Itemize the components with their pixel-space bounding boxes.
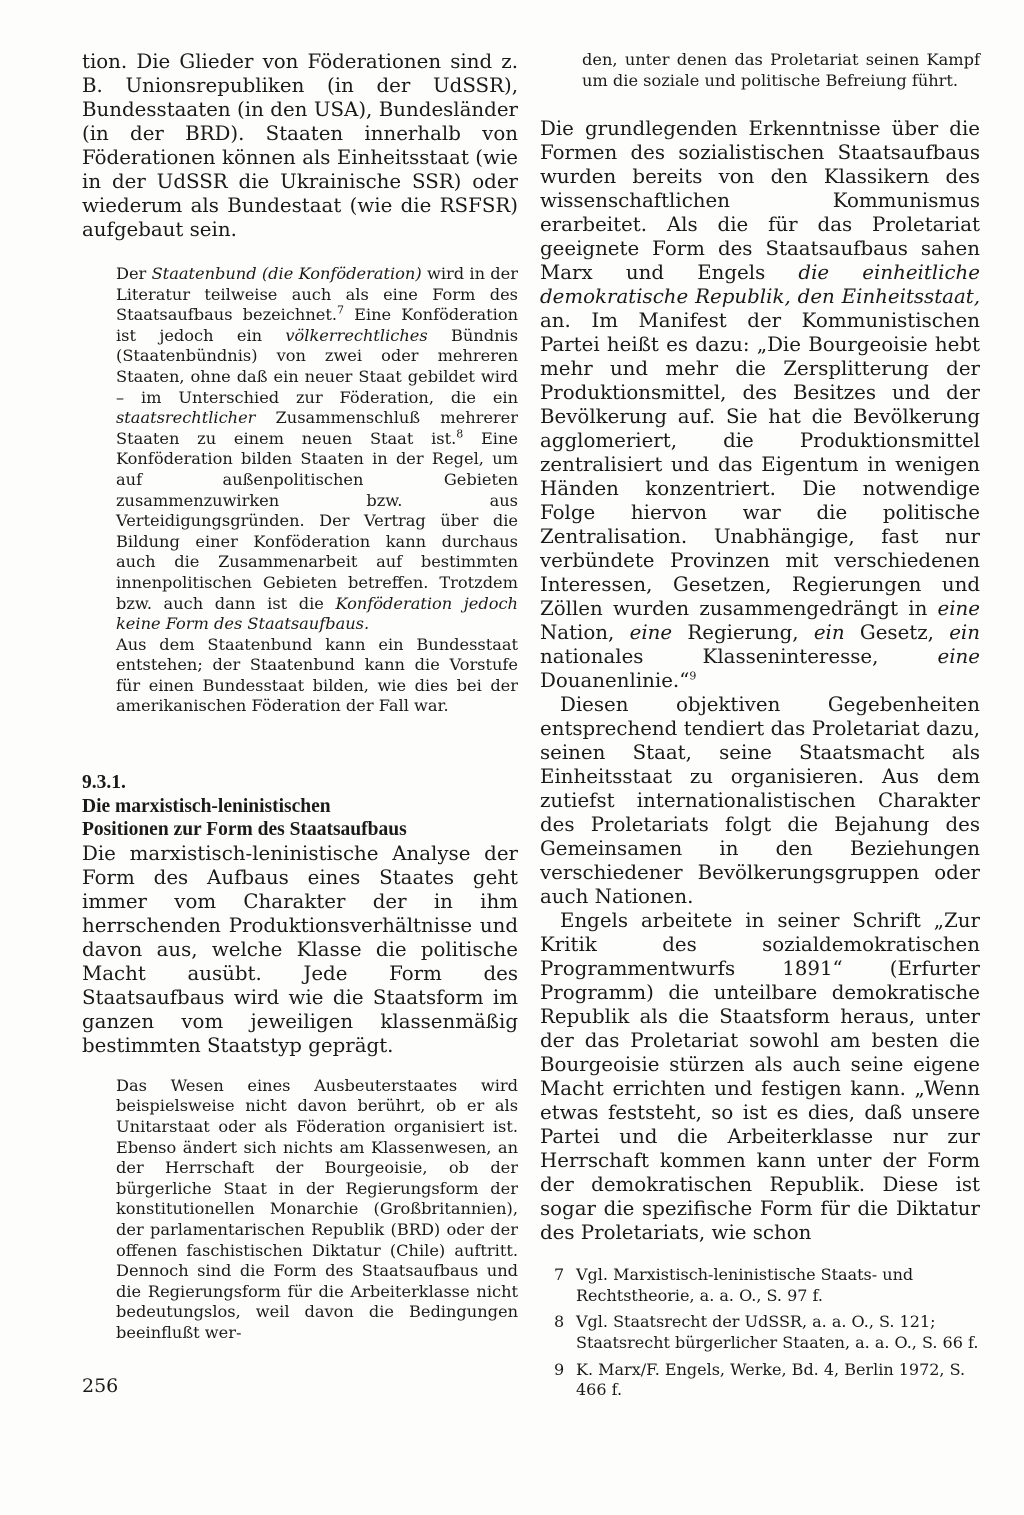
italic-term: staatsrechtlicher	[116, 408, 256, 428]
page-number: 256	[82, 1375, 119, 1397]
text-run: Gesetz,	[844, 621, 950, 645]
section-number: 9.3.1.	[82, 772, 126, 794]
footnote	[540, 1312, 980, 1353]
italic-term: Konföderation jedoch keine Form des Staatsaufbaus.	[116, 593, 518, 634]
italic-term: Staatenbund (die Konföderation)	[151, 264, 422, 283]
footnote	[540, 1265, 980, 1306]
small-print-block	[82, 264, 518, 717]
footnote-number: 7	[554, 1265, 565, 1285]
body-paragraph	[540, 117, 980, 693]
body-paragraph: Diesen objektiven Gegebenheiten entsprechend tendiert das Proletariat dazu, seinen Staat, seine Staatsmacht als Einheitsstaat zu organisieren. Aus dem zutiefst internationalistischen Charakter des Proletariats folgt die Bejahung des Gemeinsamen in den Beziehungen verschiedener Bevölkerungsgruppen oder auch Nationen.	[540, 693, 980, 909]
body-paragraph: tion. Die Glieder von Föderationen sind z. B. Unionsrepubliken (in der UdSSR), Bundesstaaten (in den USA), Bundesländer (in der BRD). Staaten innerhalb von Föderationen können als Einheitsstaat (wie in der UdSSR die Ukrainische SSR) oder wiederum als Bundestaat (wie die RSFSR) aufgebaut sein.	[82, 50, 518, 241]
italic-term: eine	[937, 645, 980, 669]
small-print-continuation	[540, 50, 980, 91]
text-run: Bündnis (Staatenbündnis) von zwei oder mehreren Staaten, ohne daß ein neuer Staat gebildet wird – im Unterschied zur Föderation, die ein	[116, 325, 518, 407]
footnote	[540, 1360, 980, 1401]
footnote-number: 9	[554, 1359, 565, 1379]
footnotes	[540, 1265, 980, 1401]
section-title-line-1: Die marxistisch-leninistischen	[82, 795, 331, 817]
footnote-text: K. Marx/F. Engels, Werke, Bd. 4, Berlin 1972, S. 466 f.	[576, 1359, 966, 1400]
italic-term: die einheitliche demokratische Republik, den Einheitsstaat,	[540, 261, 980, 309]
footnote-number: 8	[554, 1312, 565, 1332]
footnote-ref: 7	[337, 303, 345, 317]
right-column	[540, 50, 980, 1407]
confederation-paragraph-2: Aus dem Staatenbund kann ein Bundesstaat entstehen; der Staatenbund kann die Vorstufe für einen Bundesstaat bilden, wie dies bei der amerikanischen Föderation der Fall war.	[116, 634, 518, 716]
text-run: nationales Klasseninteresse,	[540, 645, 938, 669]
italic-term: ein	[949, 621, 980, 645]
section-title-line-2: Positionen zur Form des Staatsaufbaus	[82, 819, 407, 841]
small-print-text: den, unter denen das Proletariat seinen Kampf um die soziale und politische Befreiung führt.	[582, 50, 980, 90]
footnote-ref: 9	[689, 669, 697, 683]
text-run: Nation,	[540, 621, 630, 645]
text-run: Der	[116, 264, 152, 283]
exploiter-state-paragraph: Das Wesen eines Ausbeuterstaates wird beispielsweise nicht davon berührt, ob er als Unitarstaat oder als Föderation organisiert ist. Ebenso ändert sich nichts am Klassenwesen, an der Herrschaft der Bourgeoisie, ob der bürgerliche Staat in der Regierungsform der konstitutionellen Monarchie (Großbritannien), der parlamentarischen Republik (BRD) oder der offenen faschistischen Diktatur (Chile) auftritt. Dennoch sind die Form des Staatsaufbaus und die Regierungsform für die Arbeiterklasse nicht bedeutungslos, weil davon die Bedingungen beeinflußt wer-	[116, 1075, 518, 1342]
footnote-text: Vgl. Marxistisch-leninistische Staats- und Rechtstheorie, a. a. O., S. 97 f.	[576, 1265, 914, 1305]
section-heading	[82, 771, 518, 842]
text-run: Die grundlegenden Erkenntnisse über die Formen des sozialistischen Staatsaufbaus wurden bereits von den Klassikern des wissenschaftlichen Kommunismus erarbeitet. Als die für das Proletariat geeignete Form des Staatsaufbaus sahen Marx und Engels	[540, 117, 980, 285]
text-run: Regierung,	[672, 621, 814, 645]
confederation-paragraph	[116, 264, 518, 635]
text-run: Zusammenschluß mehrerer Staaten zu einem neuen Staat ist.	[116, 408, 518, 448]
left-column	[82, 50, 518, 1344]
text-run: an. Im Manifest der Kommunistischen Partei heißt es dazu: „Die Bourgeoisie hebt mehr und mehr die Zersplitterung der Produktionsmittel, des Besitzes und der Bevölkerung auf. Sie hat die Bevölkerung agglomeriert, die Produktionsmittel zentralisiert und das Eigentum in wenigen Händen konzentriert. Die notwendige Folge hiervon war die politische Zentralisation. Unabhängige, fast nur verbündete Provinzen mit verschiedenen Interessen, Gesetzen, Regierungen und Zöllen wurden zusammengedrängt in	[540, 309, 980, 621]
text-run: Eine Konföderation bilden Staaten in der Regel, um auf außenpolitischen Gebieten zusammenzuwirken bzw. aus Verteidigungsgründen. Der Vertrag über die Bildung einer Konföderation kann durchaus auch die Zusammenarbeit auf bestimmten innenpolitischen Gebieten betreffen. Trotzdem bzw. auch dann ist die	[116, 428, 518, 613]
italic-term: völkerrechtliches	[285, 325, 428, 345]
body-paragraph: Engels arbeitete in seiner Schrift „Zur Kritik des sozialdemokratischen Programmentwurfs 1891“ (Erfurter Programm) die unteilbare demokratische Republik als die Staatsform heraus, unter der das Proletariat sowohl am besten die Bourgeoisie stürzen als auch seine eigene Macht errichten und festigen kann. „Wenn etwas feststeht, so ist es dies, daß unsere Partei und die Arbeiterklasse nur zur Herrschaft kommen kann unter der Form der demokratischen Republik. Diese ist sogar die spezifische Form für die Diktatur des Proletariats, wie schon	[540, 909, 980, 1245]
italic-term: eine	[937, 597, 980, 621]
small-print-block	[82, 1076, 518, 1344]
text-run: wird in der Literatur teilweise auch als eine Form des Staatsaufbaus bezeichnet.	[116, 264, 518, 325]
footnote-text: Vgl. Staatsrecht der UdSSR, a. a. O., S. 121; Staatsrecht bürgerlicher Staaten, a. a. O., S. 66 f.	[576, 1312, 979, 1352]
italic-term: ein	[813, 621, 845, 645]
footnote-ref: 8	[456, 427, 464, 441]
text-run: Eine Konföderation ist jedoch ein	[116, 305, 518, 345]
italic-term: eine	[629, 621, 673, 645]
text-run: Douanenlinie.“	[540, 669, 690, 693]
body-paragraph: Die marxistisch-leninistische Analyse der Form des Aufbaus eines Staates geht immer vom Charakter der in ihm herrschenden Produktionsverhältnisse und davon aus, welche Klasse die politische Macht ausübt. Jede Form des Staatsaufbaus wird wie die Staatsform im ganzen vom jeweiligen klassenmäßig bestimmten Staatstyp geprägt.	[82, 841, 518, 1057]
